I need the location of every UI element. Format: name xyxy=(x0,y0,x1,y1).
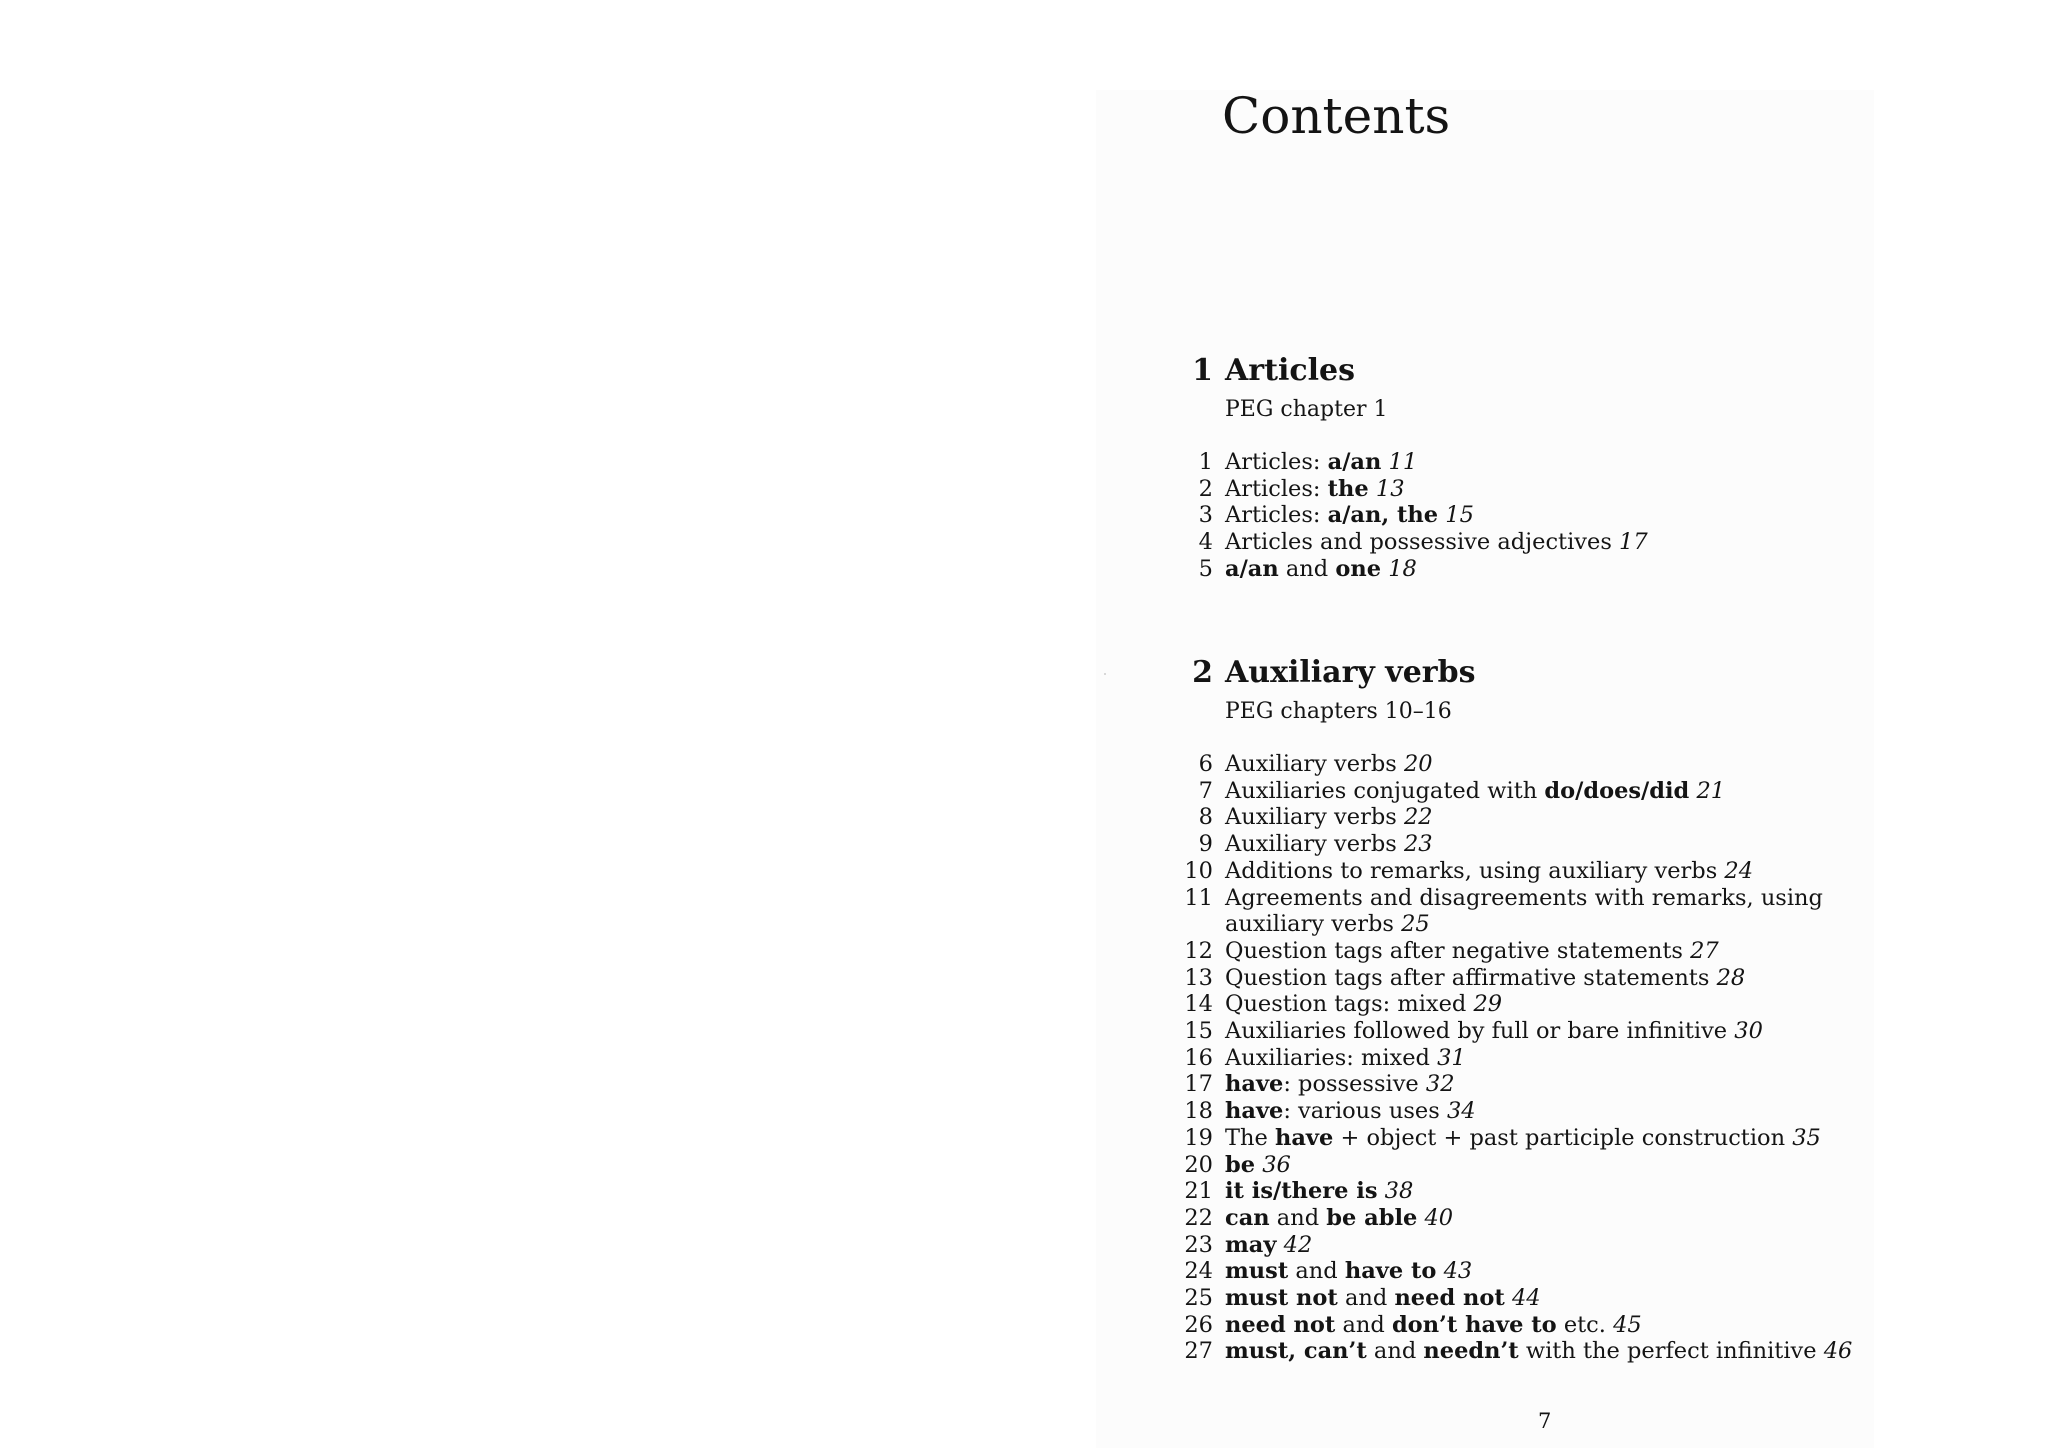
contents-entry xyxy=(1180,529,1880,556)
exercise-title xyxy=(1225,556,1875,583)
exercise-title xyxy=(1225,858,1875,885)
exercise-number: 4 xyxy=(1198,529,1213,556)
exercise-page-number: 42 xyxy=(1283,1231,1313,1258)
exercise-number: 5 xyxy=(1198,555,1213,582)
contents-entry xyxy=(1180,1071,1880,1098)
exercise-number: 19 xyxy=(1184,1124,1213,1151)
exercise-title xyxy=(1225,751,1875,778)
bold-term: needn’t xyxy=(1423,1338,1519,1365)
exercise-title xyxy=(1225,804,1875,831)
chapter-number: 2 xyxy=(1192,655,1213,690)
title-text: and xyxy=(1269,1204,1327,1231)
exercise-page-number: 23 xyxy=(1403,831,1433,858)
title-text: Auxiliaries conjugated with xyxy=(1225,777,1545,804)
exercise-title xyxy=(1225,1232,1875,1259)
exercise-page-number: 17 xyxy=(1619,529,1648,556)
exercise-title xyxy=(1225,449,1875,476)
exercise-page-number: 31 xyxy=(1437,1044,1466,1071)
chapter-heading xyxy=(1180,353,1880,395)
exercise-page-number: 21 xyxy=(1696,777,1726,804)
exercise-title xyxy=(1225,1258,1875,1285)
exercise-page-number: 34 xyxy=(1446,1098,1476,1125)
exercise-title xyxy=(1225,885,1875,938)
exercise-page-number: 35 xyxy=(1792,1124,1821,1151)
bold-term: be xyxy=(1225,1151,1256,1178)
contents-entry xyxy=(1180,885,1880,938)
title-text: Agreements and disagreements with remarks, using auxiliary verbs xyxy=(1225,884,1823,938)
exercise-title xyxy=(1225,476,1875,503)
exercise-number: 21 xyxy=(1184,1178,1213,1205)
bold-term: must, can’t xyxy=(1225,1338,1367,1365)
title-text: and xyxy=(1278,555,1336,582)
contents-entry xyxy=(1180,449,1880,476)
exercise-page-number: 45 xyxy=(1613,1311,1642,1338)
title-text: and xyxy=(1337,1285,1395,1312)
exercise-title xyxy=(1225,502,1875,529)
exercise-page-number: 43 xyxy=(1443,1258,1473,1285)
title-text: Auxiliary verbs xyxy=(1225,751,1397,777)
contents-entry xyxy=(1180,1338,1880,1365)
contents-entry xyxy=(1180,938,1880,965)
exercise-number: 22 xyxy=(1184,1204,1213,1231)
title-text: + object + past participle construction xyxy=(1333,1124,1786,1151)
exercise-page-number: 38 xyxy=(1384,1178,1414,1205)
exercise-number: 27 xyxy=(1184,1338,1213,1365)
title-text: : possessive xyxy=(1283,1071,1419,1098)
contents-entry xyxy=(1180,991,1880,1018)
exercise-page-number: 46 xyxy=(1823,1338,1853,1365)
bold-term: must not xyxy=(1225,1285,1338,1312)
title-text: Question tags after negative statements xyxy=(1225,937,1683,964)
bold-term: it is/there is xyxy=(1225,1178,1378,1205)
exercise-number: 18 xyxy=(1184,1098,1213,1125)
exercise-page-number: 13 xyxy=(1375,475,1405,502)
bold-term: a/an, the xyxy=(1327,502,1439,529)
title-text: and xyxy=(1366,1338,1424,1365)
exercise-title xyxy=(1225,1205,1875,1232)
bold-term: a/an xyxy=(1327,449,1382,475)
exercise-title xyxy=(1225,991,1875,1018)
bold-term: the xyxy=(1327,475,1369,502)
title-text: Question tags: mixed xyxy=(1225,991,1467,1018)
bold-term: have xyxy=(1225,1098,1284,1125)
bold-term: do/does/did xyxy=(1544,777,1690,804)
bold-term: need not xyxy=(1225,1311,1336,1338)
peg-reference: PEG chapter 1 xyxy=(1225,397,1388,422)
contents-entry xyxy=(1180,1205,1880,1232)
exercise-number: 15 xyxy=(1184,1018,1213,1045)
contents-entry xyxy=(1180,1098,1880,1125)
title-text: Auxiliary verbs xyxy=(1225,831,1397,858)
bold-term: have to xyxy=(1344,1258,1437,1285)
contents-entry xyxy=(1180,556,1880,583)
exercise-number: 12 xyxy=(1184,937,1213,964)
title-text: The xyxy=(1225,1124,1275,1151)
exercise-page-number: 24 xyxy=(1724,857,1754,884)
exercise-page-number: 27 xyxy=(1690,937,1719,964)
exercise-list xyxy=(1180,449,1880,583)
exercise-page-number: 18 xyxy=(1388,555,1417,582)
contents-entry xyxy=(1180,502,1880,529)
chapter-section xyxy=(1180,353,1880,583)
exercise-page-number: 22 xyxy=(1403,804,1433,831)
contents-entry xyxy=(1180,804,1880,831)
exercise-number: 16 xyxy=(1184,1044,1213,1071)
exercise-page-number: 15 xyxy=(1445,502,1474,529)
exercise-title xyxy=(1225,529,1875,556)
exercise-page-number: 44 xyxy=(1511,1285,1541,1312)
title-text: Additions to remarks, using auxiliary verbs xyxy=(1225,857,1718,884)
exercise-title xyxy=(1225,1071,1875,1098)
title-text: Articles and possessive adjectives xyxy=(1225,529,1612,556)
exercise-title xyxy=(1225,831,1875,858)
exercise-number: 11 xyxy=(1184,884,1213,911)
contents-entry xyxy=(1180,751,1880,778)
title-text: and xyxy=(1335,1311,1392,1338)
contents-entry xyxy=(1180,1125,1880,1152)
contents-entry xyxy=(1180,965,1880,992)
title-text: Articles: xyxy=(1225,502,1328,529)
chapter-number: 1 xyxy=(1192,353,1213,388)
bold-term: one xyxy=(1335,555,1382,582)
title-text: Articles: xyxy=(1225,475,1328,502)
chapter-section xyxy=(1180,655,1880,1365)
title-text: : various uses xyxy=(1283,1098,1440,1125)
exercise-title xyxy=(1225,965,1875,992)
exercise-number: 10 xyxy=(1184,857,1213,884)
exercise-number: 8 xyxy=(1198,804,1213,831)
page-number: 7 xyxy=(1538,1409,1552,1433)
exercise-page-number: 28 xyxy=(1716,964,1746,991)
exercise-title xyxy=(1225,1285,1875,1312)
bold-term: don’t have to xyxy=(1391,1311,1557,1338)
exercise-title xyxy=(1225,778,1875,805)
exercise-page-number: 11 xyxy=(1388,449,1418,475)
peg-reference: PEG chapters 10–16 xyxy=(1225,699,1452,724)
exercise-title xyxy=(1225,1018,1875,1045)
title-text: Auxiliaries: mixed xyxy=(1225,1044,1430,1071)
exercise-title xyxy=(1225,1098,1875,1125)
contents-entry xyxy=(1180,476,1880,503)
exercise-number: 14 xyxy=(1184,991,1213,1018)
bold-term: have xyxy=(1225,1071,1284,1098)
exercise-list xyxy=(1180,751,1880,1365)
bold-term: may xyxy=(1225,1231,1277,1258)
exercise-number: 17 xyxy=(1184,1071,1213,1098)
exercise-number: 6 xyxy=(1198,751,1213,777)
title-text: Auxiliary verbs xyxy=(1225,804,1397,831)
contents-entry xyxy=(1180,1312,1880,1339)
bold-term: have xyxy=(1274,1124,1334,1151)
bold-term: can xyxy=(1225,1204,1270,1231)
contents-entry xyxy=(1180,831,1880,858)
exercise-page-number: 32 xyxy=(1425,1071,1455,1098)
contents-entry xyxy=(1180,1258,1880,1285)
page-title: Contents xyxy=(1222,87,1451,145)
title-text: etc. xyxy=(1556,1311,1606,1338)
title-text: Articles: xyxy=(1225,449,1328,475)
chapter-title: Articles xyxy=(1225,353,1355,388)
exercise-number: 23 xyxy=(1184,1231,1213,1258)
contents-entry xyxy=(1180,1045,1880,1072)
exercise-number: 25 xyxy=(1184,1285,1213,1312)
exercise-number: 20 xyxy=(1184,1151,1213,1178)
exercise-page-number: 29 xyxy=(1473,991,1503,1018)
contents-entry xyxy=(1180,1232,1880,1259)
exercise-page-number: 40 xyxy=(1424,1204,1454,1231)
exercise-title xyxy=(1225,1338,1875,1365)
chapter-title: Auxiliary verbs xyxy=(1225,655,1476,690)
chapter-heading xyxy=(1180,655,1880,697)
exercise-title xyxy=(1225,1312,1875,1339)
title-text: and xyxy=(1288,1258,1345,1285)
bold-term: a/an xyxy=(1225,555,1279,582)
scan-speck xyxy=(1104,673,1106,675)
exercise-number: 26 xyxy=(1184,1311,1213,1338)
contents-entry xyxy=(1180,1018,1880,1045)
exercise-number: 1 xyxy=(1198,449,1213,475)
exercise-number: 24 xyxy=(1184,1258,1213,1285)
title-text: Auxiliaries followed by full or bare infinitive xyxy=(1225,1018,1728,1045)
exercise-title xyxy=(1225,938,1875,965)
exercise-title xyxy=(1225,1045,1875,1072)
bold-term: need not xyxy=(1394,1285,1505,1312)
exercise-number: 9 xyxy=(1198,831,1213,858)
exercise-number: 3 xyxy=(1198,502,1213,529)
exercise-page-number: 20 xyxy=(1403,751,1433,777)
exercise-number: 7 xyxy=(1198,777,1213,804)
title-text: Question tags after affirmative statements xyxy=(1225,964,1710,991)
contents-entry xyxy=(1180,1152,1880,1179)
exercise-number: 2 xyxy=(1198,475,1213,502)
exercise-number: 13 xyxy=(1184,964,1213,991)
exercise-page-number: 25 xyxy=(1401,911,1430,938)
exercise-title xyxy=(1225,1125,1875,1152)
bold-term: be able xyxy=(1326,1204,1418,1231)
exercise-title xyxy=(1225,1178,1875,1205)
contents-entry xyxy=(1180,1285,1880,1312)
title-text: with the perfect infinitive xyxy=(1518,1338,1817,1365)
contents-entry xyxy=(1180,778,1880,805)
exercise-page-number: 30 xyxy=(1734,1018,1763,1045)
contents-entry xyxy=(1180,858,1880,885)
exercise-page-number: 36 xyxy=(1262,1151,1291,1178)
bold-term: must xyxy=(1225,1258,1289,1285)
contents-entry xyxy=(1180,1178,1880,1205)
exercise-title xyxy=(1225,1152,1875,1179)
